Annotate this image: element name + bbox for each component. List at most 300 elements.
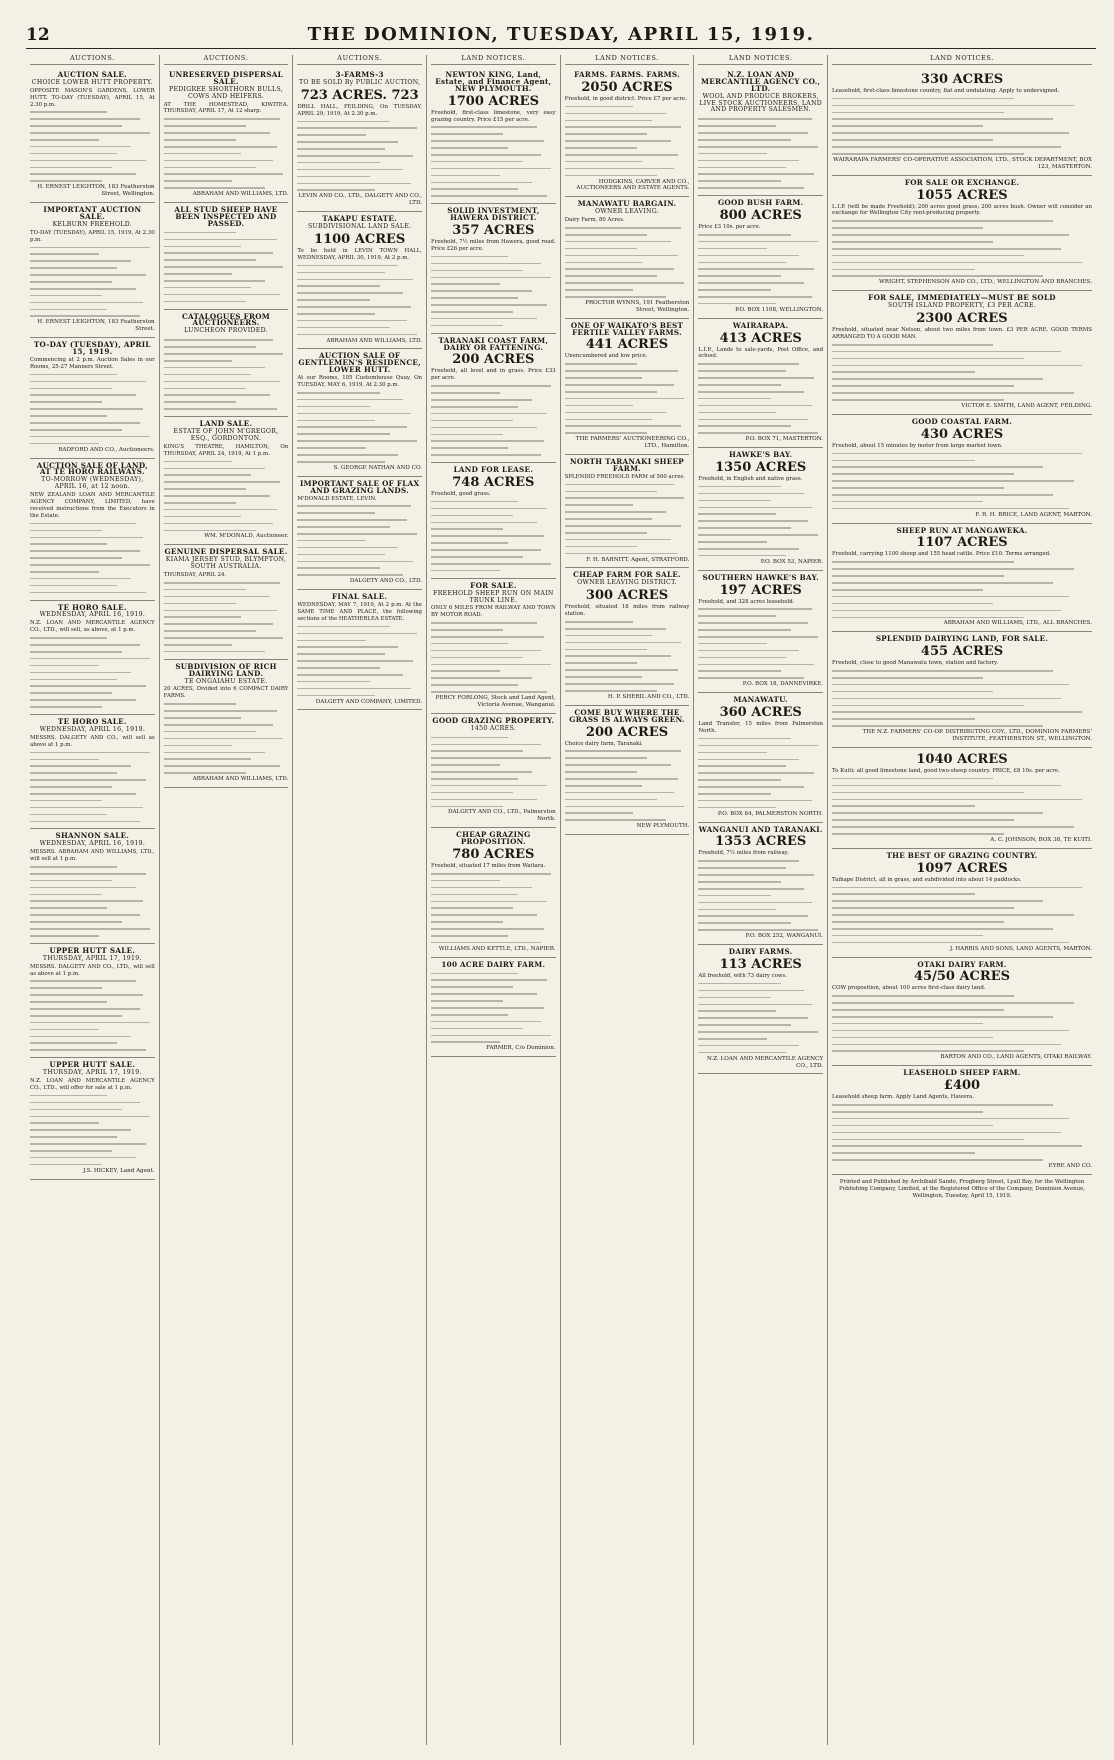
ad-body: WEDNESDAY, MAY 7, 1919, At 2 p.m. At the SAME TIME AND PLACE, the following sections of the HEATHERLEA ESTATE. xyxy=(297,602,423,622)
small-print-line xyxy=(164,520,289,527)
small-print-line xyxy=(30,157,155,164)
ad-signature: P.O. BOX 71, MASTERTON. xyxy=(745,436,824,443)
small-print-line xyxy=(698,790,823,797)
small-print-line xyxy=(164,184,289,191)
ad-heading: TO-MORROW (WEDNESDAY), APRIL 16, at 12 noon. xyxy=(41,476,144,491)
small-print-line xyxy=(832,890,1092,897)
small-print-line xyxy=(832,884,1092,891)
small-print-line xyxy=(297,571,422,578)
ad-heading: IMPORTANT SALE OF FLAX AND GRAZING LANDS. xyxy=(299,478,420,495)
small-print-line xyxy=(30,561,155,568)
ad-body: DRILL HALL, FEILDING, On TUESDAY, APRIL 29, 1919, At 2.30 p.m. xyxy=(297,103,423,117)
advertisement xyxy=(698,693,823,822)
small-print-line xyxy=(30,769,155,776)
ad-body: Freehold, situated 18 miles from railway station. xyxy=(564,604,690,618)
small-print-line xyxy=(832,816,1092,823)
ad-acreage: 330 ACRES xyxy=(920,71,1004,87)
small-print-line xyxy=(431,185,556,192)
small-print-line xyxy=(832,911,1092,918)
ad-acreage: 360 ACRES xyxy=(719,705,802,721)
small-print-line xyxy=(431,498,556,505)
small-print-line xyxy=(30,285,155,292)
small-print-line xyxy=(30,278,155,285)
small-print-line xyxy=(565,796,690,803)
small-print-line xyxy=(832,681,1092,688)
small-print-line xyxy=(698,150,823,157)
small-print-line xyxy=(297,159,422,166)
small-print-line xyxy=(431,260,556,267)
small-print-line xyxy=(832,245,1092,252)
ad-body: NEW ZEALAND LOAN AND MERCANTILE AGENCY COMPANY, LIMITED, have received instructions from the Executors in the Estate. xyxy=(30,492,155,519)
small-print-line xyxy=(565,529,690,536)
small-print-line xyxy=(431,144,556,151)
ad-heading: SUBDIVISIONAL LAND SALE. xyxy=(307,223,412,231)
ad-acreage: 455 ACRES xyxy=(920,644,1004,660)
small-print-line xyxy=(832,389,1092,396)
small-print-line xyxy=(30,689,155,696)
ad-body: Freehold, 7½ miles from Hawera, good road. Price £26 per acre. xyxy=(431,239,556,252)
small-print-line xyxy=(431,444,556,451)
small-print-line xyxy=(30,440,155,447)
small-print-line xyxy=(30,143,155,150)
small-print-line xyxy=(698,804,823,811)
advertisement xyxy=(832,291,1092,415)
small-print-line xyxy=(832,1020,1092,1027)
small-print-line xyxy=(30,419,155,426)
small-print-line xyxy=(832,375,1092,382)
small-print-line xyxy=(431,1018,556,1025)
small-print-line xyxy=(297,564,422,571)
small-print-line xyxy=(565,515,690,522)
small-print-line xyxy=(30,271,155,278)
small-print-line xyxy=(431,532,556,539)
small-print-line xyxy=(164,177,289,184)
ad-heading: NORTH TARANAKI SHEEP FARM. xyxy=(570,456,685,473)
small-print-line xyxy=(431,546,556,553)
column-heading: LAND NOTICES. xyxy=(832,55,1092,65)
column-5 xyxy=(561,55,695,1745)
small-print-line xyxy=(431,274,556,281)
ad-heading: CHEAP GRAZING PROPOSITION. xyxy=(456,830,531,847)
column-heading: LAND NOTICES. xyxy=(431,55,556,65)
ad-body: L.I.P. (will be made Freehold); 200 acres good grass; 200 acres bush. Owner will consider an exchange for Wellington City rent-producing property. xyxy=(832,203,1092,217)
small-print-line xyxy=(565,245,690,252)
advertisement xyxy=(30,1058,155,1179)
ad-heading: TE HORO SALE. xyxy=(57,716,127,726)
small-print-line xyxy=(164,291,289,298)
small-print-line xyxy=(431,382,556,389)
small-print-line xyxy=(30,433,155,440)
small-print-line xyxy=(565,165,690,172)
small-print-line xyxy=(297,269,422,276)
small-print-line xyxy=(832,1101,1092,1108)
small-print-line xyxy=(297,282,422,289)
small-print-line xyxy=(698,388,823,395)
small-print-line xyxy=(698,531,823,538)
ad-body: To Kuiti; all good limestone land, good two-sheep country. PRICE, £8 10s. per acre. xyxy=(832,767,1060,774)
advertisement xyxy=(698,571,823,694)
small-print-line xyxy=(565,652,690,659)
ad-heading: AUCTION SALE OF LAND, AT TE HORO RAILWAYS. xyxy=(36,460,148,477)
advertisement xyxy=(297,68,422,212)
small-print-line xyxy=(431,775,556,782)
small-print-line xyxy=(297,262,422,269)
small-print-line xyxy=(698,612,823,619)
small-print-line xyxy=(698,1007,823,1014)
ad-heading: SHEEP RUN AT MANGAWEKA. xyxy=(896,525,1028,535)
ad-body: AT THE HOMESTEAD, KIWITEA. THURSDAY, APRIL 17, At 12 sharp. xyxy=(163,101,289,115)
small-print-line xyxy=(698,177,823,184)
small-print-line xyxy=(832,1034,1092,1041)
ad-heading: OWNER LEAVING. xyxy=(595,208,660,216)
small-print-line xyxy=(698,1014,823,1021)
ad-acreage: 780 ACRES xyxy=(452,847,535,863)
small-print-line xyxy=(431,891,556,898)
small-print-line xyxy=(431,539,556,546)
ad-heading: GOOD BUSH FARM. xyxy=(717,198,804,208)
small-print-line xyxy=(431,253,556,260)
small-print-line xyxy=(832,593,1092,600)
small-print-line xyxy=(832,491,1092,498)
small-print-line xyxy=(832,1027,1092,1034)
small-print-line xyxy=(431,280,556,287)
advertisement xyxy=(565,706,690,835)
small-print-line xyxy=(565,508,690,515)
ad-heading: LEASEHOLD SHEEP FARM. xyxy=(903,1068,1021,1078)
small-print-line xyxy=(698,552,823,559)
small-print-line xyxy=(832,217,1092,224)
advertisement xyxy=(565,319,690,455)
advertisement xyxy=(30,338,155,458)
small-print-line xyxy=(832,667,1092,674)
advertisement xyxy=(832,68,1092,176)
ad-heading: AUCTION SALE OF GENTLEMEN'S RESIDENCE, LOWER HUTT. xyxy=(298,351,421,375)
small-print-line xyxy=(30,257,155,264)
small-print-line xyxy=(698,654,823,661)
small-print-line xyxy=(297,430,422,437)
small-print-line xyxy=(832,129,1092,136)
small-print-line xyxy=(164,586,289,593)
small-print-line xyxy=(431,734,556,741)
ad-heading: WEDNESDAY, APRIL 16, 1919. xyxy=(39,611,146,619)
small-print-line xyxy=(30,863,155,870)
ad-heading: FOR SALE, IMMEDIATELY—MUST BE SOLD xyxy=(868,293,1056,303)
small-print-line xyxy=(164,728,289,735)
small-print-line xyxy=(698,483,823,490)
small-print-line xyxy=(698,122,823,129)
advertisement xyxy=(565,568,690,705)
small-print-line xyxy=(164,579,289,586)
small-print-line xyxy=(832,992,1092,999)
small-print-line xyxy=(565,775,690,782)
small-print-line xyxy=(30,534,155,541)
small-print-line xyxy=(431,884,556,891)
advertisement xyxy=(565,197,690,318)
small-print-line xyxy=(431,417,556,424)
ad-body: Freehold, situated near Nelson, about two miles from town. £3 PER ACRE. GOOD TERMS ARRANGED TO A GOOD MAN. xyxy=(832,327,1092,340)
ad-heading: TO-DAY (TUESDAY), APRIL 15, 1919. xyxy=(33,340,151,357)
ad-acreage: 1350 ACRES xyxy=(715,459,807,475)
small-print-line xyxy=(431,560,556,567)
small-print-line xyxy=(164,735,289,742)
small-print-line xyxy=(565,259,690,266)
small-print-line xyxy=(698,776,823,783)
small-print-line xyxy=(565,293,690,300)
small-print-line xyxy=(565,123,690,130)
small-print-line xyxy=(832,823,1092,830)
ad-body: N.Z. LOAN AND MERCANTILE AGENCY CO., LTD., will offer for sale at 1 p.m. xyxy=(30,1078,155,1091)
small-print-line xyxy=(832,722,1092,729)
small-print-line xyxy=(698,626,823,633)
small-print-line xyxy=(297,530,422,537)
small-print-line xyxy=(565,494,690,501)
small-print-line xyxy=(565,172,690,179)
small-print-line xyxy=(698,871,823,878)
small-print-line xyxy=(698,1042,823,1049)
small-print-line xyxy=(832,1129,1092,1136)
small-print-line xyxy=(832,1115,1092,1122)
small-print-line xyxy=(698,762,823,769)
ad-body: MESSRS. DALGETY AND CO., will sell as above at 1 p.m. xyxy=(30,734,155,748)
small-print-line xyxy=(30,703,155,710)
small-print-line xyxy=(431,681,556,688)
small-print-line xyxy=(698,1035,823,1042)
small-print-line xyxy=(164,385,289,392)
small-print-line xyxy=(698,892,823,899)
small-print-line xyxy=(30,1099,155,1106)
small-print-line xyxy=(832,484,1092,491)
ad-heading: 100 ACRE DAIRY FARM. xyxy=(441,959,546,969)
small-print-line xyxy=(30,991,155,998)
small-print-line xyxy=(297,180,422,187)
small-print-line xyxy=(698,661,823,668)
small-print-line xyxy=(431,768,556,775)
small-print-line xyxy=(297,444,422,451)
ad-body: To be held in LEVIN TOWN HALL, WEDNESDAY, APRIL 30, 1919, At 2 p.m. xyxy=(297,247,423,261)
small-print-line xyxy=(698,783,823,790)
small-print-line xyxy=(297,678,422,685)
ad-body: Leasehold sheep farm. Apply Land Agents, Hawera. xyxy=(832,1094,974,1101)
small-print-line xyxy=(565,536,690,543)
small-print-line xyxy=(698,409,823,416)
ad-heading: FREEHOLD SHEEP RUN ON MAIN TRUNK LINE. xyxy=(433,589,554,604)
small-print-line xyxy=(30,911,155,918)
ad-heading: LAND FOR LEASE. xyxy=(453,465,534,475)
ad-signature: H. ERNEST LEIGHTON, 183 Featherston Street, Wellington. xyxy=(37,184,155,198)
ad-signature: H. P. SHERIL AND CO., LTD. xyxy=(607,693,690,700)
ad-heading: SPLENDID DAIRYING LAND, FOR SALE. xyxy=(875,634,1049,644)
ad-signature: DALGETY AND COMPANY, LIMITED. xyxy=(315,698,423,705)
small-print-line xyxy=(297,324,422,331)
ad-heading: TE HORO SALE. xyxy=(57,602,127,612)
small-print-line xyxy=(565,402,690,409)
ad-heading: CATALOGUES FROM AUCTIONEERS. xyxy=(181,311,271,328)
small-print-line xyxy=(297,623,422,630)
small-print-line xyxy=(698,633,823,640)
small-print-line xyxy=(297,396,422,403)
small-print-line xyxy=(698,994,823,1001)
small-print-line xyxy=(832,1047,1092,1054)
small-print-line xyxy=(431,123,556,130)
small-print-line xyxy=(30,998,155,1005)
small-print-line xyxy=(30,1092,155,1099)
ad-body: MESSRS. ABRAHAM AND WILLIAMS, LTD., will sell at 1 p.m. xyxy=(30,849,155,863)
ad-body: Price £3 10s. per acre. xyxy=(698,224,761,231)
small-print-line xyxy=(30,904,155,911)
small-print-line xyxy=(297,289,422,296)
ad-body: 20 ACRES, Divided into 6 COMPACT DAIRY FARMS. xyxy=(163,686,289,700)
small-print-line xyxy=(164,620,289,627)
small-print-line xyxy=(698,987,823,994)
ad-acreage: £400 xyxy=(943,1078,981,1094)
small-print-line xyxy=(431,918,556,925)
small-print-line xyxy=(832,477,1092,484)
small-print-line xyxy=(698,231,823,238)
ad-heading: FINAL SALE. xyxy=(332,592,388,602)
ad-heading: UPPER HUTT SALE. xyxy=(49,1060,136,1070)
page-number: 12 xyxy=(26,25,50,45)
small-print-line xyxy=(832,782,1092,789)
ad-acreage: 197 ACRES xyxy=(719,582,802,598)
advertisement xyxy=(431,204,556,333)
small-print-line xyxy=(431,976,556,983)
small-print-line xyxy=(297,643,422,650)
small-print-line xyxy=(832,918,1092,925)
small-print-line xyxy=(30,568,155,575)
small-print-line xyxy=(565,231,690,238)
small-print-line xyxy=(30,1033,155,1040)
small-print-line xyxy=(698,797,823,804)
small-print-line xyxy=(832,252,1092,259)
advertisement xyxy=(297,349,422,476)
small-print-line xyxy=(30,299,155,306)
small-print-line xyxy=(297,145,422,152)
small-print-line xyxy=(164,492,289,499)
small-print-line xyxy=(30,696,155,703)
small-print-line xyxy=(565,144,690,151)
small-print-line xyxy=(698,899,823,906)
small-print-line xyxy=(297,664,422,671)
small-print-line xyxy=(565,224,690,231)
small-print-line xyxy=(832,341,1092,348)
advertisement xyxy=(30,715,155,829)
ad-signature: WRIGHT, STEPHENSON AND CO., LTD., WELLINGTON AND BRANCHES. xyxy=(879,279,1092,286)
small-print-line xyxy=(30,682,155,689)
small-print-line xyxy=(164,749,289,756)
advertisement xyxy=(297,477,422,590)
ad-body: Dairy Farm, 80 Acres. xyxy=(564,217,625,224)
small-print-line xyxy=(698,286,823,293)
small-print-line xyxy=(30,762,155,769)
small-print-line xyxy=(698,367,823,374)
small-print-line xyxy=(832,897,1092,904)
small-print-line xyxy=(832,579,1092,586)
small-print-line xyxy=(164,122,289,129)
small-print-line xyxy=(30,520,155,527)
small-print-line xyxy=(164,143,289,150)
small-print-line xyxy=(164,527,289,534)
small-print-line xyxy=(565,409,690,416)
small-print-line xyxy=(565,481,690,488)
small-print-line xyxy=(565,673,690,680)
ad-acreage: 800 ACRES xyxy=(719,208,802,224)
small-print-line xyxy=(30,540,155,547)
small-print-line xyxy=(297,138,422,145)
small-print-line xyxy=(832,939,1092,946)
small-print-line xyxy=(431,267,556,274)
ad-heading: WAIRARAPA. xyxy=(732,320,789,330)
ad-acreage: 300 ACRES xyxy=(585,588,669,604)
small-print-line xyxy=(297,692,422,699)
ad-acreage: 723 ACRES. 723 xyxy=(300,87,419,103)
column-6 xyxy=(694,55,828,1745)
small-print-line xyxy=(30,897,155,904)
small-print-line xyxy=(431,519,556,526)
ad-signature: PERCY FORLONG, Stock and Land Agent, Victoria Avenue, Wanganui. xyxy=(435,695,556,708)
small-print-line xyxy=(832,1013,1092,1020)
column-2 xyxy=(160,55,294,1745)
small-print-line xyxy=(832,1136,1092,1143)
advertisement xyxy=(698,945,823,1074)
ad-heading: TO BE SOLD By PUBLIC AUCTION, xyxy=(298,78,421,86)
small-print-line xyxy=(297,310,422,317)
small-print-line xyxy=(565,130,690,137)
advertisement xyxy=(698,196,823,319)
small-print-line xyxy=(297,389,422,396)
small-print-line xyxy=(164,391,289,398)
advertisement xyxy=(698,319,823,448)
small-print-line xyxy=(297,303,422,310)
small-print-line xyxy=(565,381,690,388)
small-print-line xyxy=(297,551,422,558)
small-print-line xyxy=(565,754,690,761)
small-print-line xyxy=(164,769,289,776)
small-print-line xyxy=(698,864,823,871)
ad-body: TO-DAY (TUESDAY), APRIL 15, 1919, At 2.30 p.m. xyxy=(30,229,155,243)
ad-acreage: 748 ACRES xyxy=(452,474,535,490)
small-print-line xyxy=(164,721,289,728)
small-print-line xyxy=(30,1133,155,1140)
small-print-line xyxy=(698,510,823,517)
small-print-line xyxy=(30,150,155,157)
small-print-line xyxy=(698,422,823,429)
small-print-line xyxy=(431,1004,556,1011)
ad-heading: FARMS. FARMS. FARMS. xyxy=(574,69,680,79)
ad-heading: TARANAKI COAST FARM, DAIRY OR FATTENING. xyxy=(438,335,549,352)
advertisement xyxy=(297,212,422,349)
small-print-line xyxy=(565,803,690,810)
small-print-line xyxy=(431,674,556,681)
ad-heading: WOOL AND PRODUCE BROKERS, LIVE STOCK AUCTIONEERS, LAND AND PROPERTY SALESMEN. xyxy=(699,92,823,114)
ad-heading: KIAMA JERSEY STUD, BLYMPTON, SOUTH AUSTRALIA. xyxy=(165,556,287,571)
ad-signature: ABRAHAM AND WILLIAMS, LTD. xyxy=(192,191,289,198)
small-print-line xyxy=(30,1012,155,1019)
small-print-line xyxy=(30,783,155,790)
small-print-line xyxy=(565,416,690,423)
small-print-line xyxy=(698,735,823,742)
ad-signature: BARTON AND CO., LAND AGENTS, OTAKI RAILWAY. xyxy=(940,1054,1092,1061)
ad-heading: SOUTHERN HAWKE'S BAY. xyxy=(702,572,819,582)
small-print-line xyxy=(832,932,1092,939)
small-print-line xyxy=(565,158,690,165)
small-print-line xyxy=(431,667,556,674)
advertisement xyxy=(832,524,1092,633)
small-print-line xyxy=(30,1019,155,1026)
small-print-line xyxy=(698,374,823,381)
ad-body: Commencing at 2 p.m. Auction Sales in our Rooms, 25-27 Manners Street. xyxy=(30,357,155,370)
ad-signature: VICTOR E. SMITH, LAND AGENT, FEILDING. xyxy=(961,402,1092,409)
small-print-line xyxy=(698,1001,823,1008)
